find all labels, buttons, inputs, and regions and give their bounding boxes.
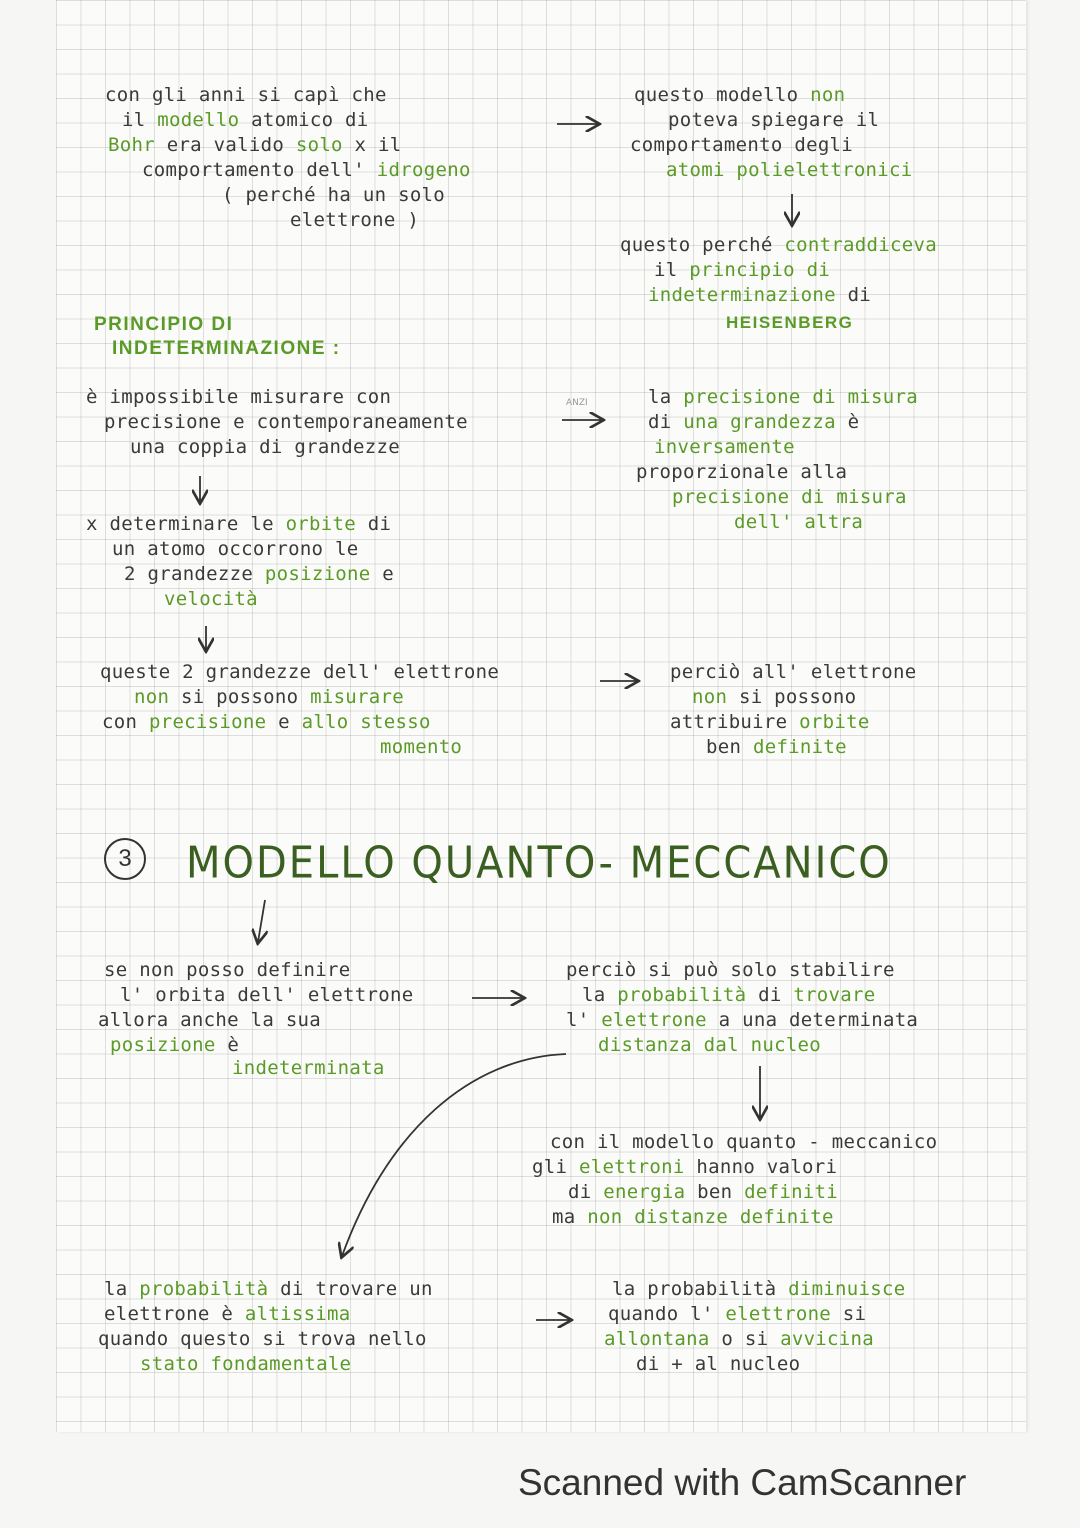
text-line: se non posso definire [104, 959, 351, 981]
text-line: inversamente [654, 436, 795, 458]
text-line: posizione è [110, 1034, 240, 1056]
text-line: ( perché ha un solo [222, 184, 446, 206]
text-line: perciò all' elettrone [670, 661, 917, 683]
text-line: ben definite [706, 736, 847, 758]
text-line: queste 2 grandezze dell' elettrone [100, 661, 500, 683]
text-line: questo perché contraddiceva [620, 234, 937, 256]
arrow-down-icon [258, 900, 265, 942]
text-line: non si possono [692, 686, 857, 708]
text-line: precisione di misura [672, 486, 907, 508]
text-line: distanza dal nucleo [598, 1034, 822, 1056]
section-number: 3 [104, 838, 146, 880]
text-line: elettrone è altissima [104, 1303, 351, 1325]
text-line: indeterminata [232, 1057, 385, 1079]
text-line: di + al nucleo [636, 1353, 801, 1375]
section-title: MODELLO QUANTO- MECCANICO [186, 838, 892, 889]
text-line: con gli anni si capì che [105, 84, 387, 106]
anzi-annotation: ANZI [566, 398, 588, 408]
text-line: attribuire orbite [670, 711, 870, 733]
text-line: con il modello quanto - meccanico [550, 1131, 938, 1153]
text-line: di una grandezza è [648, 411, 860, 433]
text-line: con precisione e allo stesso [102, 711, 431, 733]
text-line: perciò si può solo stabilire [566, 959, 895, 981]
text-line: di energia ben definiti [568, 1181, 839, 1203]
text-line: il principio di [654, 259, 831, 281]
text-line: una coppia di grandezze [130, 436, 400, 458]
text-line: precisione e contemporaneamente [104, 411, 468, 433]
text-line: la probabilità di trovare [582, 984, 876, 1006]
text-line: comportamento degli [630, 134, 854, 156]
text-line: elettrone ) [290, 209, 420, 231]
scanner-watermark: Scanned with CamScanner [518, 1462, 967, 1503]
text-line: allontana o si avvicina [604, 1328, 875, 1350]
text-line: velocità [164, 588, 258, 610]
heisenberg-label: HEISENBERG [726, 313, 854, 332]
text-line: proporzionale alla [636, 461, 848, 483]
text-line: atomi polielettronici [666, 159, 913, 181]
text-line: stato fondamentale [140, 1353, 352, 1375]
text-line: la precisione di misura [648, 386, 918, 408]
text-line: quando l' elettrone si [608, 1303, 867, 1325]
text-line: comportamento dell' idrogeno [142, 159, 471, 181]
text-line: quando questo si trova nello [98, 1328, 427, 1350]
text-line: poteva spiegare il [668, 109, 880, 131]
text-line: un atomo occorrono le [112, 538, 359, 560]
text-line: la probabilità di trovare un [104, 1278, 433, 1300]
text-line: dell' altra [734, 511, 864, 533]
text-line: l' elettrone a una determinata [566, 1009, 919, 1031]
text-line: non si possono misurare [134, 686, 405, 708]
text-line: gli elettroni hanno valori [532, 1156, 838, 1178]
section-heading: PRINCIPIO DI [94, 314, 234, 335]
text-line: il modello atomico di [122, 109, 369, 131]
text-line: l' orbita dell' elettrone [120, 984, 414, 1006]
text-line: questo modello non [634, 84, 846, 106]
section-heading: INDETERMINAZIONE : [112, 338, 341, 359]
text-line: Bohr era valido solo x il [108, 134, 402, 156]
text-line: ma non distanze definite [552, 1206, 834, 1228]
text-line: x determinare le orbite di [86, 513, 392, 535]
text-line: 2 grandezze posizione e [124, 563, 395, 585]
text-line: è impossibile misurare con [86, 386, 392, 408]
text-line: momento [380, 736, 463, 758]
text-line: la probabilità diminuisce [612, 1278, 906, 1300]
text-line: indeterminazione di [648, 284, 872, 306]
text-line: allora anche la sua [98, 1009, 322, 1031]
